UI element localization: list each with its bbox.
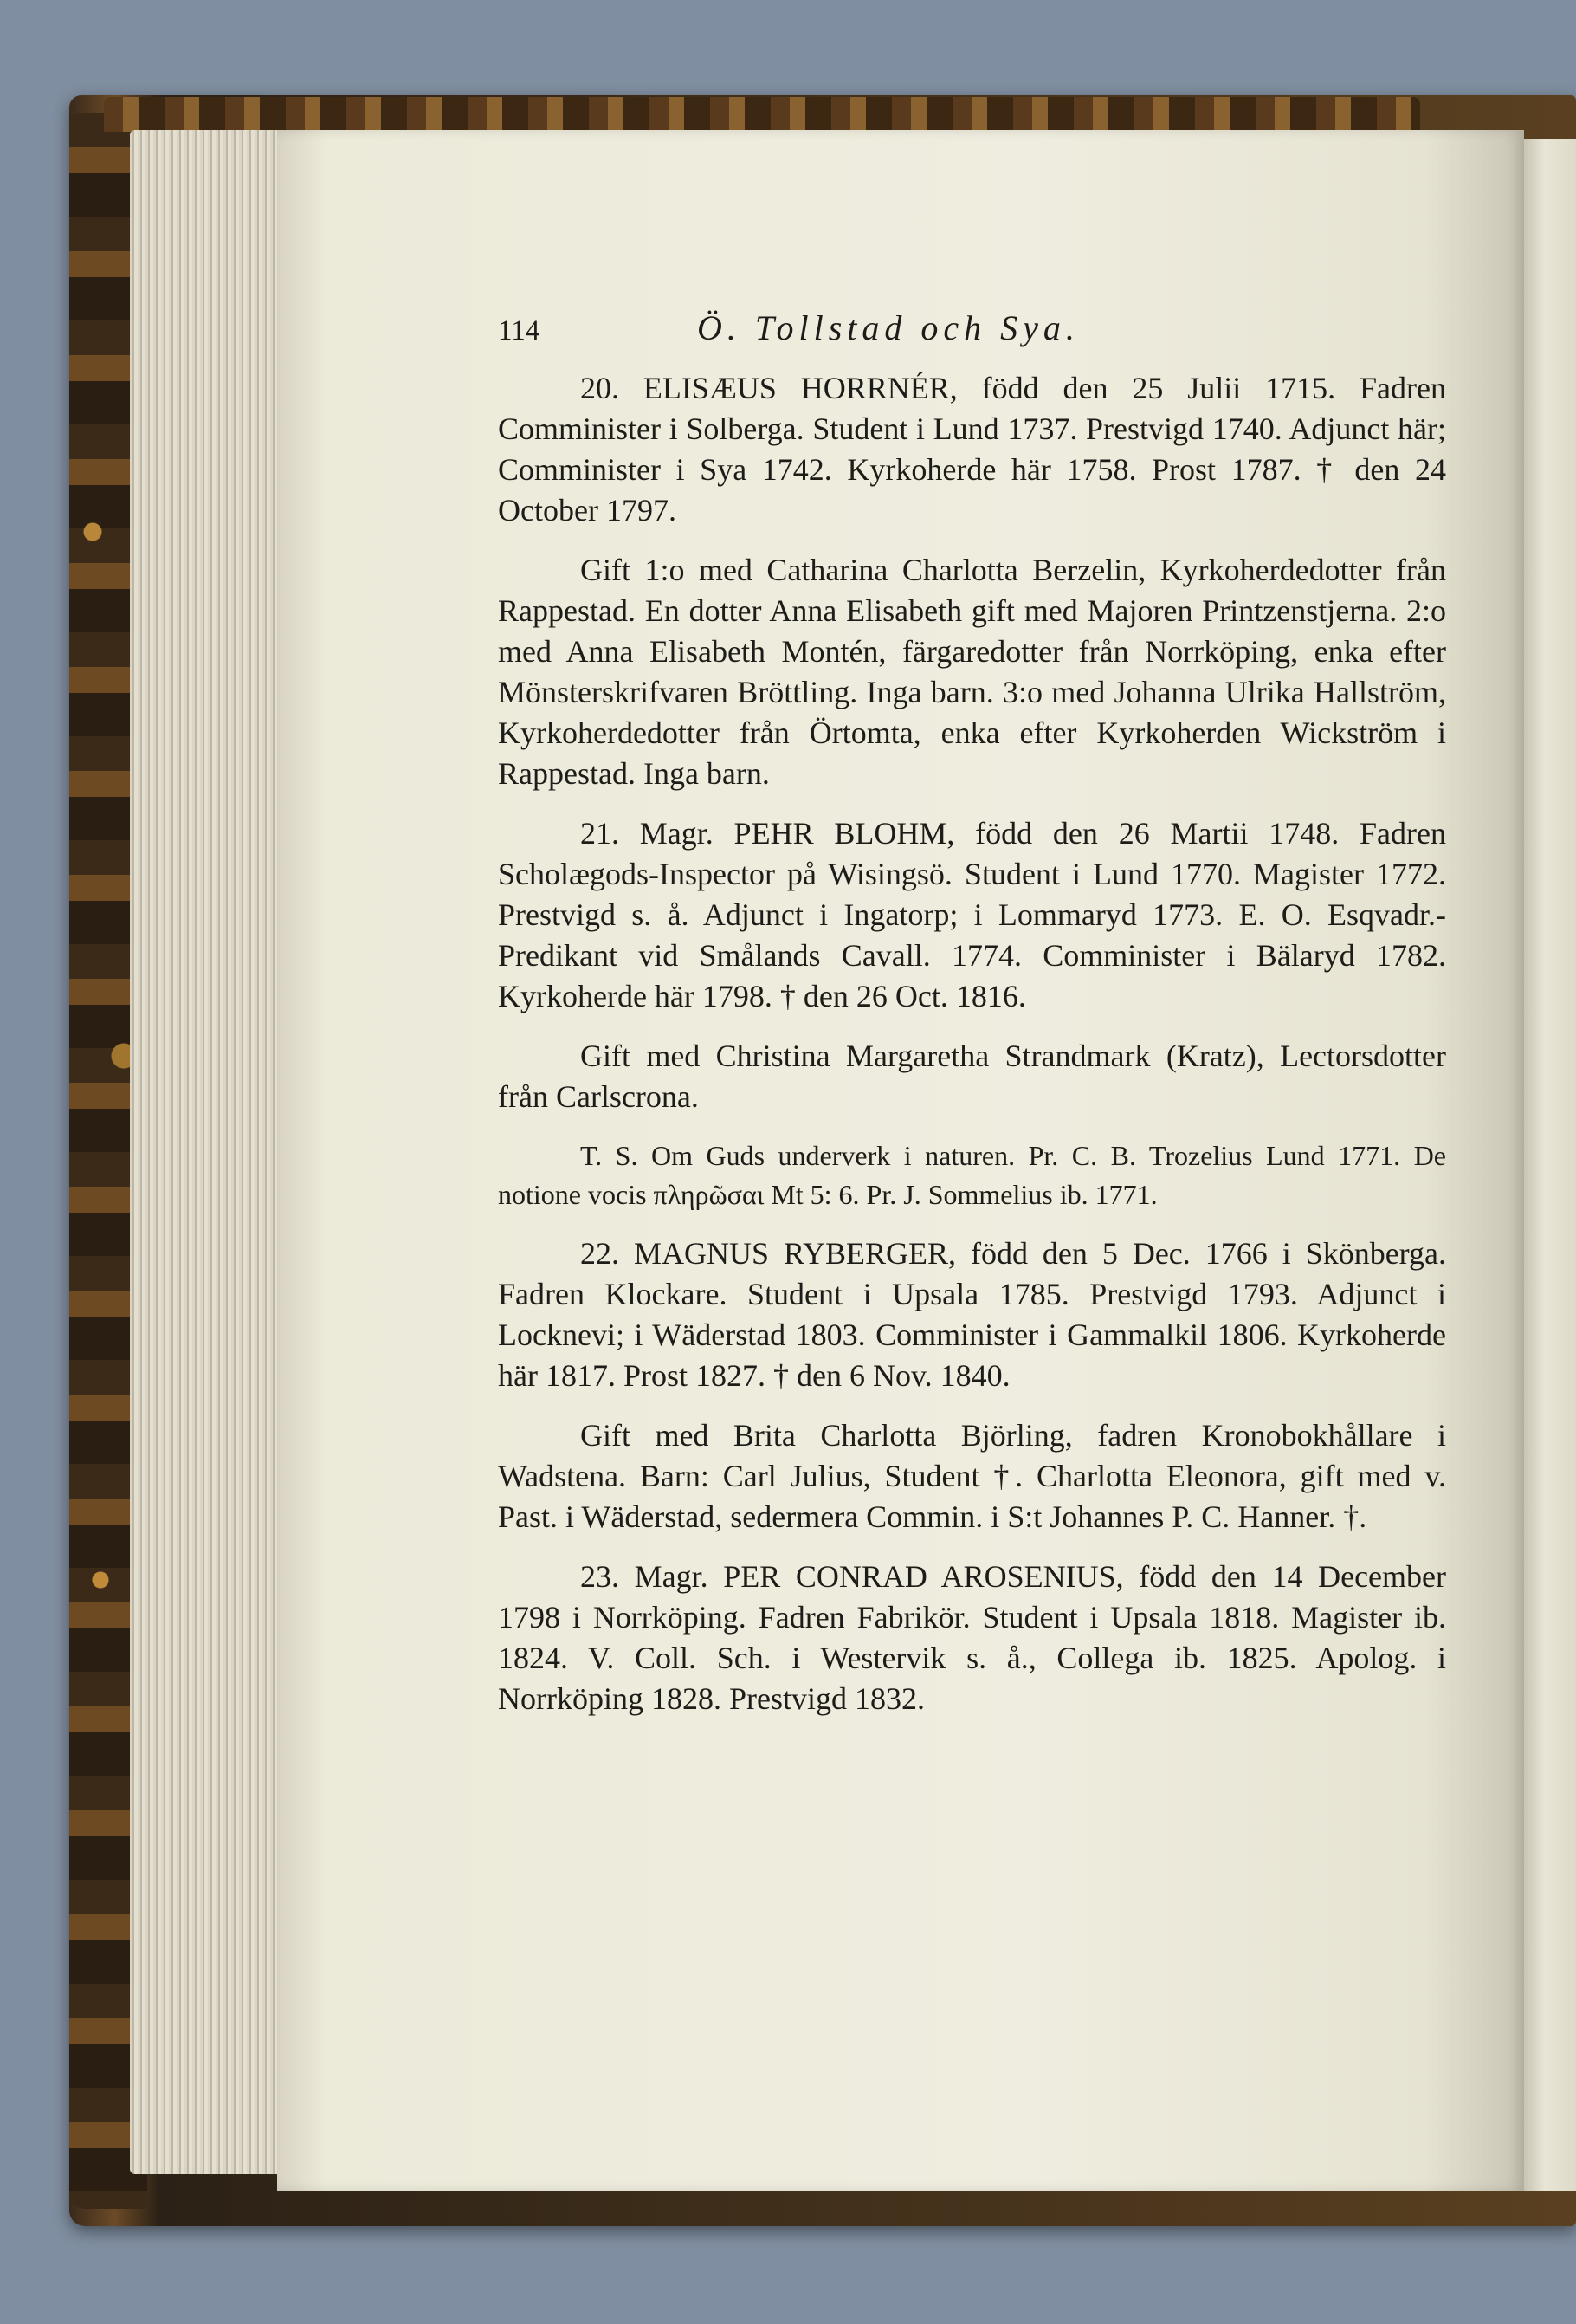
marriage-paragraph: Gift med Christina Margaretha Strandmark (Kratz), Lectorsdotter från Carlscrona. [498,1039,1446,1114]
running-title: Ö. Tollstad och Sya. [697,308,1080,347]
page-number: 114 [498,315,540,346]
marriage-paragraph: Gift 1:o med Catharina Charlotta Berzelin, Kyrkoherdedotter från Rappestad. En dotter Anna Elisabeth gift med Majoren Printzenstjerna. 2:o med Anna Elisabeth Montén, färgaredotter från Norrköping, enka efter Mönsterskrifvaren Bröttling. Inga barn. 3:o med Johanna Ulrika Hallström, Kyrkoherdedotter från Örtomta, enka efter Kyrkoherden Wickström i Rappestad. Inga barn. [498,553,1446,791]
marriage-paragraph: Gift med Brita Charlotta Björling, fadren Kronobokhållare i Wadstena. Barn: Carl Julius, Student †. Charlotta Eleonora, gift med v. Past. i Wäderstad, sedermera Commin. i S:t Johannes P. C. Hanner. †. [498,1418,1446,1534]
entry-paragraph: 22. MAGNUS RYBERGER, född den 5 Dec. 1766 i Skönberga. Fadren Klockare. Student i Upsala 1785. Prestvigd 1793. Adjunct i Locknevi; i Wäderstad 1803. Comminister i Gammalkil 1806. Kyrkoherde här 1817. Prost 1827. † den 6 Nov. 1840. [498,1236,1446,1393]
book-binding-top [104,97,1420,132]
facing-page-edge [1524,139,1576,2191]
running-head [498,307,1446,359]
entry-paragraph: 20. ELISÆUS HORRNÉR, född den 25 Julii 1715. Fadren Comminister i Solberga. Student i Lund 1737. Prestvigd 1740. Adjunct här; Comminister i Sya 1742. Kyrkoherde här 1758. Prost 1787. † den 24 October 1797. [498,371,1446,528]
entry-paragraph: 21. Magr. PEHR BLOHM, född den 26 Martii 1748. Fadren Scholægods-Inspector på Wisingsö. Student i Lund 1770. Magister 1772. Prestvigd s. å. Adjunct i Ingatorp; i Lommaryd 1773. E. O. Esqvadr.-Predikant vid Smålands Cavall. 1774. Comminister i Bälaryd 1782. Kyrkoherde här 1798. † den 26 Oct. 1816. [498,816,1446,1013]
publications-paragraph: T. S. Om Guds underverk i naturen. Pr. C. B. Trozelius Lund 1771. De notione vocis πληρῶσαι Mt 5: 6. Pr. J. Sommelius ib. 1771. [498,1140,1446,1210]
page-text-block [498,307,1446,1738]
entry-paragraph: 23. Magr. PER CONRAD AROSENIUS, född den 14 December 1798 i Norrköping. Fadren Fabrikör. Student i Upsala 1818. Magister ib. 1824. V. Coll. Sch. i Westervik s. å., Collega ib. 1825. Apolog. i Norrköping 1828. Prestvigd 1832. [498,1559,1446,1716]
page-block-edges [130,130,286,2174]
